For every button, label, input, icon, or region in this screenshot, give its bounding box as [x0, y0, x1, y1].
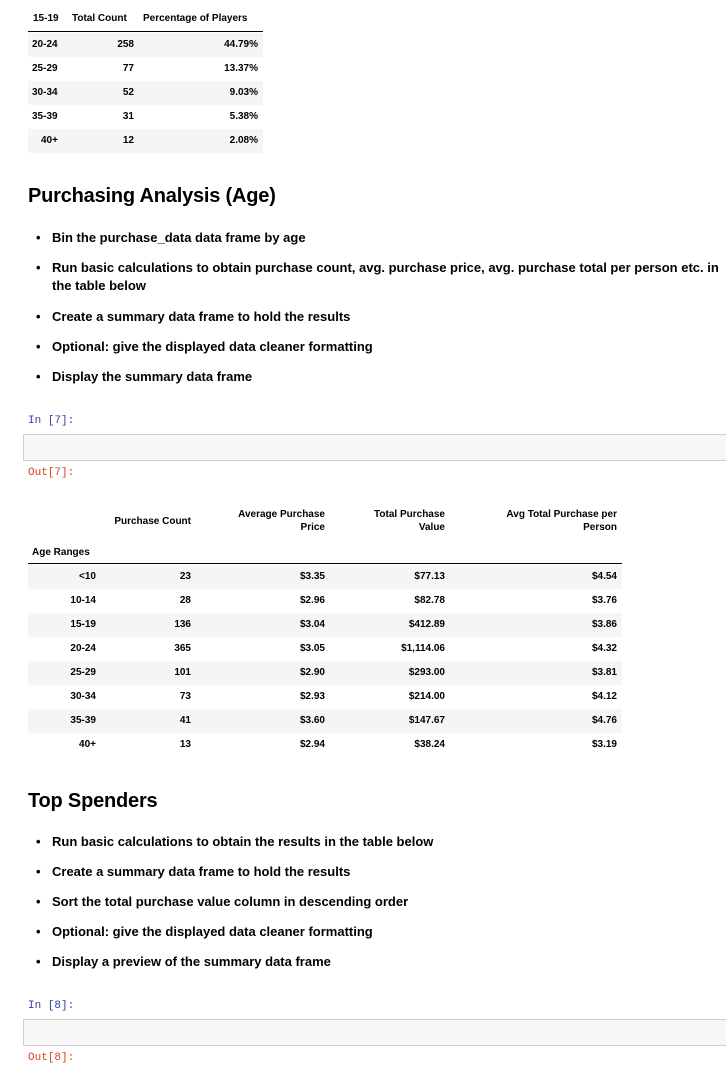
output-prompt: Out[8]: — [28, 1052, 75, 1064]
list-item: • Display the summary data frame — [36, 368, 721, 386]
row-age: 25-29 — [32, 63, 58, 74]
header-purchase-count: Purchase Count — [114, 516, 191, 527]
header-percentage: Percentage of Players — [143, 13, 248, 24]
row-age: 35-39 — [32, 111, 58, 122]
table-row — [28, 81, 263, 105]
table-row: 35-39 41 $3.60 $147.67 $4.76 — [28, 709, 622, 733]
table-header — [28, 9, 263, 32]
header-divider — [28, 563, 622, 564]
row-percent: 44.79% — [224, 39, 258, 50]
list-item: • Run basic calculations to obtain purchase count, avg. purchase price, avg. purchase total per person etc. in the table below — [36, 259, 721, 295]
table-row — [28, 33, 263, 57]
table-row: <10 23 $3.35 $77.13 $4.54 — [28, 565, 622, 589]
table-row: 30-34 73 $2.93 $214.00 $4.12 — [70, 691, 617, 702]
output-prompt: Out[7]: — [28, 467, 75, 479]
table-row — [28, 105, 263, 129]
row-age: 40+ — [41, 135, 58, 146]
row-age: 20-24 — [32, 39, 58, 50]
table-row: 15-19 136 $3.04 $412.89 $3.86 — [28, 613, 622, 637]
list-item: • Create a summary data frame to hold the results — [36, 863, 721, 881]
row-percent: 13.37% — [224, 63, 258, 74]
list-item: • Optional: give the displayed data cleaner formatting — [36, 338, 721, 356]
input-prompt: In [7]: — [28, 415, 75, 427]
table-row — [28, 57, 263, 81]
list-item: • Create a summary data frame to hold the results — [36, 308, 721, 326]
row-percent: 9.03% — [229, 87, 258, 98]
row-count: 31 — [122, 111, 134, 122]
table-row: 40+ 13 $2.94 $38.24 $3.19 — [79, 739, 617, 750]
list-item: • Sort the total purchase value column in descending order — [36, 893, 721, 911]
table-row: 25-29 101 $2.90 $293.00 $3.81 — [28, 661, 622, 685]
code-cell-input[interactable] — [23, 1019, 726, 1046]
table-row: 20-24 365 $3.05 $1,114.06 $4.32 — [70, 643, 617, 654]
list-item: • Display a preview of the summary data frame — [36, 953, 721, 971]
row-age: 30-34 — [32, 87, 58, 98]
table-row — [28, 129, 263, 153]
list-item: • Run basic calculations to obtain the results in the table below — [36, 833, 721, 851]
header-average-purchase-price: Average Purchase Price — [238, 509, 325, 533]
row-count: 258 — [117, 39, 134, 50]
row-count: 77 — [122, 63, 134, 74]
header-total-purchase-value: Total Purchase Value — [374, 509, 445, 533]
header-avg-total-per-person: Avg Total Purchase per Person — [506, 509, 617, 533]
input-prompt: In [8]: — [28, 1000, 75, 1012]
index-name-age-ranges: Age Ranges — [32, 547, 90, 558]
header-total-count: Total Count — [72, 13, 127, 24]
list-item: • Bin the purchase_data data frame by age — [36, 229, 721, 247]
row-count: 52 — [122, 87, 134, 98]
section-title-top-spenders: Top Spenders — [28, 790, 158, 812]
list-item: • Optional: give the displayed data cleaner formatting — [36, 923, 721, 941]
section-title-purchasing: Purchasing Analysis (Age) — [28, 185, 276, 207]
row-percent: 5.38% — [229, 111, 258, 122]
header-age: 15-19 — [33, 13, 59, 24]
row-percent: 2.08% — [229, 135, 258, 146]
row-count: 12 — [122, 135, 134, 146]
code-cell-input[interactable] — [23, 434, 726, 461]
table-row: 10-14 28 $2.96 $82.78 $3.76 — [70, 595, 617, 606]
